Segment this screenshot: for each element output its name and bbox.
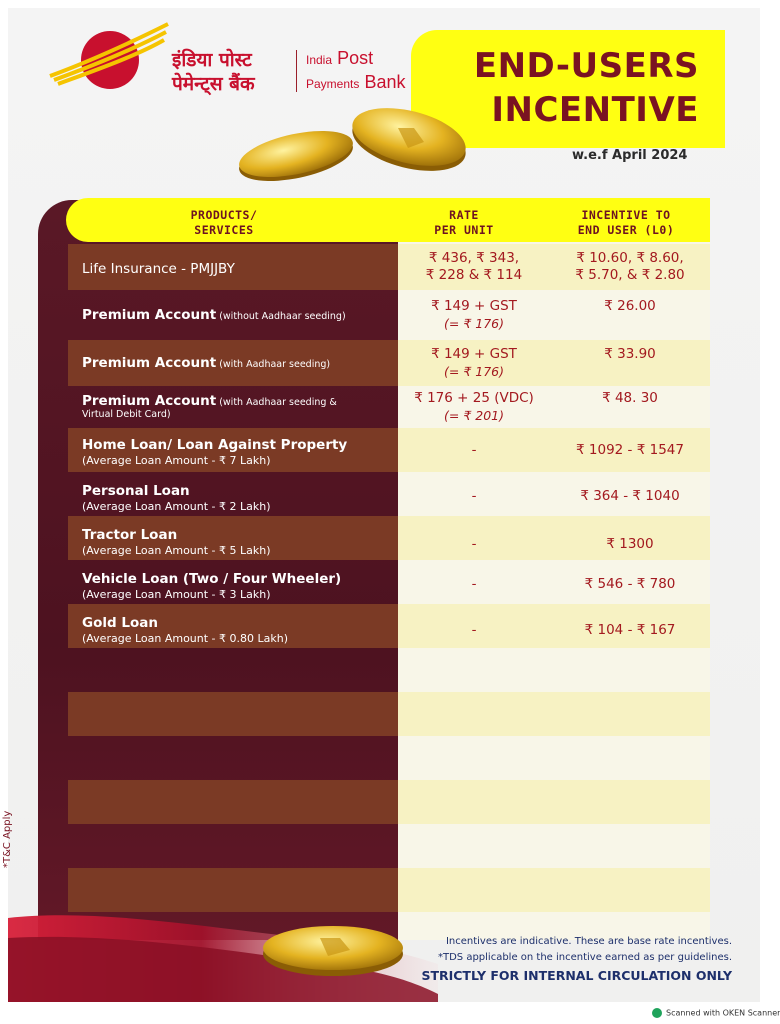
product-name: Premium Account bbox=[82, 393, 217, 409]
scanner-watermark bbox=[652, 1008, 780, 1018]
rate-cell bbox=[408, 298, 540, 332]
rate-line1: - bbox=[471, 576, 477, 592]
product-cell bbox=[82, 258, 235, 277]
effective-date: w.e.f April 2024 bbox=[572, 148, 688, 163]
rate-line1: ₹ 176 + 25 (VDC) bbox=[414, 390, 534, 406]
incentive-cell bbox=[550, 576, 710, 593]
table-header bbox=[66, 198, 710, 242]
product-note: (with Aadhaar seeding & bbox=[216, 397, 337, 408]
rate-cell bbox=[408, 346, 540, 380]
table-row bbox=[68, 294, 710, 338]
header-products-line1: PRODUCTS/ bbox=[190, 208, 258, 222]
rate-line2: ₹ 228 & ₹ 114 bbox=[425, 267, 523, 283]
scanner-text: Scanned with OKEN Scanner bbox=[666, 1008, 780, 1018]
logo-en-india: India bbox=[306, 53, 333, 67]
gold-coin-icon bbox=[346, 100, 472, 176]
stripe bbox=[68, 780, 710, 824]
rate-cell bbox=[408, 390, 540, 424]
logo-hindi-line2: पेमेन्ट्स बैंक bbox=[172, 73, 255, 95]
product-name: Life Insurance - PMJJBY bbox=[82, 261, 235, 277]
incentive-cell bbox=[550, 622, 710, 639]
product-sub: (Average Loan Amount - ₹ 7 Lakh) bbox=[82, 454, 271, 467]
product-cell bbox=[82, 568, 341, 601]
table-row bbox=[68, 244, 710, 290]
logo-en-bank: Bank bbox=[364, 72, 406, 92]
rate-line1: ₹ 149 + GST bbox=[431, 346, 517, 362]
gold-coin-icon bbox=[234, 124, 358, 186]
product-name: Gold Loan bbox=[82, 615, 158, 631]
header-incentive bbox=[544, 208, 708, 238]
gold-coin-icon bbox=[258, 920, 408, 980]
logo-english-line1 bbox=[306, 48, 373, 69]
rate-cell bbox=[408, 250, 540, 284]
product-cell bbox=[82, 434, 347, 467]
rate-cell bbox=[408, 622, 540, 639]
product-sub: (Average Loan Amount - ₹ 5 Lakh) bbox=[82, 544, 271, 557]
incentive-line1: ₹ 10.60, ₹ 8.60, bbox=[576, 250, 684, 266]
incentive-cell bbox=[550, 390, 710, 407]
product-cell bbox=[82, 524, 271, 557]
product-name: Premium Account bbox=[82, 355, 217, 371]
incentive-cell bbox=[550, 346, 710, 363]
terms-conditions-note: *T&C Apply bbox=[2, 810, 13, 868]
incentive-cell bbox=[550, 298, 710, 315]
incentive-cell bbox=[550, 536, 710, 553]
title-line1: END-USERS bbox=[473, 46, 699, 86]
incentive-line2: ₹ 5.70, & ₹ 2.80 bbox=[575, 267, 685, 283]
rate-line1: ₹ 436, ₹ 343, bbox=[428, 250, 520, 266]
rate-line1: - bbox=[471, 536, 477, 552]
footer-note-indicative: Incentives are indicative. These are base rate incentives. bbox=[445, 936, 732, 947]
product-cell bbox=[82, 304, 346, 323]
rate-cell bbox=[408, 576, 540, 593]
rate-line1: - bbox=[471, 442, 477, 458]
incentive-line1: ₹ 104 - ₹ 167 bbox=[584, 622, 676, 638]
table-row bbox=[68, 562, 710, 602]
rate-line1: - bbox=[471, 622, 477, 638]
incentive-cell bbox=[550, 442, 710, 459]
table-row bbox=[68, 516, 710, 560]
rate-line2: (= ₹ 176) bbox=[444, 316, 504, 331]
logo-emblem-icon bbox=[48, 22, 172, 96]
incentive-line1: ₹ 26.00 bbox=[604, 298, 656, 314]
product-name: Vehicle Loan (Two / Four Wheeler) bbox=[82, 571, 342, 587]
logo-en-post: Post bbox=[337, 48, 374, 68]
stripe bbox=[68, 692, 710, 736]
footer-note-tds: *TDS applicable on the incentive earned as per guidelines. bbox=[437, 952, 732, 963]
header-rate bbox=[404, 208, 524, 238]
product-name: Tractor Loan bbox=[82, 527, 178, 543]
table-row bbox=[68, 604, 710, 648]
rate-line2: (= ₹ 176) bbox=[444, 364, 504, 379]
product-name: Personal Loan bbox=[82, 483, 190, 499]
header-rate-line2: PER UNIT bbox=[434, 223, 494, 237]
incentive-line1: ₹ 364 - ₹ 1040 bbox=[580, 488, 680, 504]
rate-line2: (= ₹ 201) bbox=[444, 408, 504, 423]
header-rate-line1: RATE bbox=[449, 208, 479, 222]
incentive-line1: ₹ 33.90 bbox=[604, 346, 656, 362]
logo-en-payments: Payments bbox=[306, 77, 360, 91]
product-sub: (Average Loan Amount - ₹ 0.80 Lakh) bbox=[82, 632, 289, 645]
product-note: (with Aadhaar seeding) bbox=[216, 359, 331, 370]
rate-cell bbox=[408, 488, 540, 505]
incentive-cell bbox=[550, 488, 710, 505]
product-cell bbox=[82, 390, 337, 420]
table-row bbox=[68, 388, 710, 428]
india-post-payments-bank-logo bbox=[48, 22, 408, 96]
logo-hindi-line1: इंडिया पोस्ट bbox=[172, 49, 252, 71]
rate-cell bbox=[408, 442, 540, 459]
product-cell bbox=[82, 612, 288, 645]
title-line2: INCENTIVE bbox=[491, 90, 699, 130]
product-sub: Virtual Debit Card) bbox=[82, 409, 171, 420]
incentive-cell bbox=[550, 250, 710, 284]
logo-english-line2 bbox=[306, 72, 405, 93]
header-incentive-line1: INCENTIVE TO bbox=[581, 208, 671, 222]
incentive-line1: ₹ 1092 - ₹ 1547 bbox=[576, 442, 684, 458]
product-sub: (Average Loan Amount - ₹ 2 Lakh) bbox=[82, 500, 271, 513]
product-name: Home Loan/ Loan Against Property bbox=[82, 437, 348, 453]
product-sub: (Average Loan Amount - ₹ 3 Lakh) bbox=[82, 588, 271, 601]
incentive-line1: ₹ 1300 bbox=[606, 536, 654, 552]
product-name: Premium Account bbox=[82, 307, 217, 323]
header-products-line2: SERVICES bbox=[194, 223, 254, 237]
header-incentive-line2: END USER (L0) bbox=[577, 223, 675, 237]
rate-cell bbox=[408, 536, 540, 553]
header-products bbox=[138, 208, 310, 238]
table-row bbox=[68, 340, 710, 386]
scanner-logo-icon bbox=[652, 1008, 662, 1018]
table-row bbox=[68, 474, 710, 516]
product-note: (without Aadhaar seeding) bbox=[216, 311, 346, 322]
incentive-line1: ₹ 48. 30 bbox=[602, 390, 658, 406]
rate-line1: ₹ 149 + GST bbox=[431, 298, 517, 314]
rate-line1: - bbox=[471, 488, 477, 504]
product-cell bbox=[82, 480, 271, 513]
incentive-line1: ₹ 546 - ₹ 780 bbox=[584, 576, 676, 592]
logo-divider bbox=[296, 50, 297, 92]
poster bbox=[2, 8, 760, 1002]
table-row bbox=[68, 428, 710, 472]
product-cell bbox=[82, 352, 330, 371]
footer-internal-circulation: STRICTLY FOR INTERNAL CIRCULATION ONLY bbox=[421, 968, 732, 983]
